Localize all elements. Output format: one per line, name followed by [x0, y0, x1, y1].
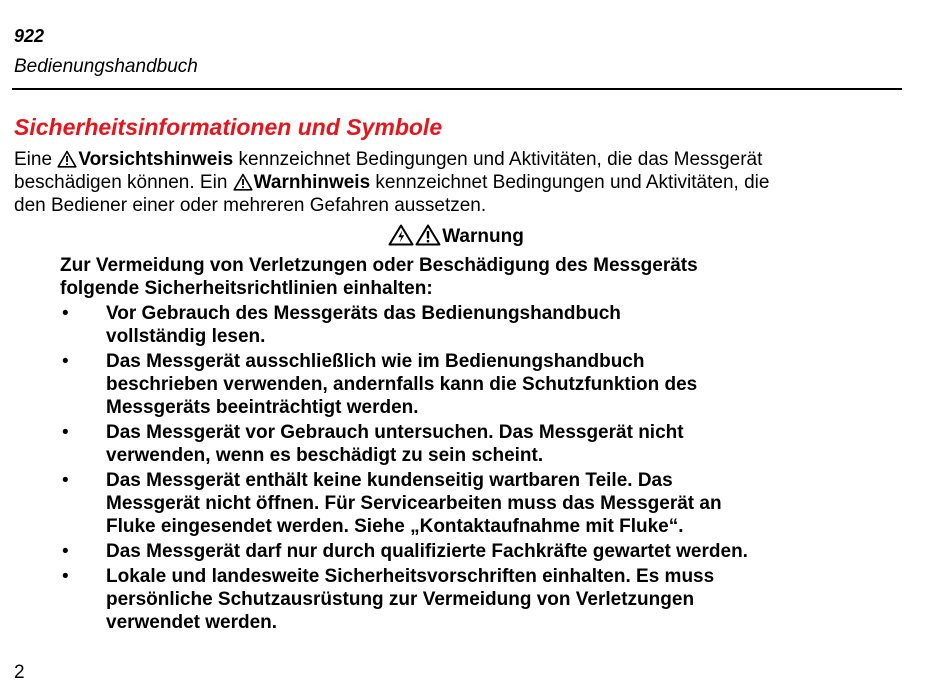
warning-term: Warnhinweis — [253, 172, 371, 193]
intro-line-2 — [14, 171, 894, 194]
intro-line-3: den Bediener einer oder mehreren Gefahren aussetzen. — [14, 195, 487, 216]
bullet-dot: • — [62, 566, 69, 587]
intro-line-1 — [14, 148, 894, 171]
bullet-line: Messgeräts beeinträchtigt werden. — [106, 397, 419, 418]
bullet-item — [60, 565, 748, 634]
warning-lead-line: Zur Vermeidung von Verletzungen oder Beschädigung des Messgeräts — [60, 255, 698, 276]
bullet-line: verwenden, wenn es beschädigt zu sein scheint. — [106, 445, 544, 466]
header-model: 922 — [14, 26, 45, 46]
bullet-dot: • — [62, 303, 69, 324]
bullet-line: Das Messgerät vor Gebrauch untersuchen. Das Messgerät nicht — [106, 422, 684, 443]
bullet-line: Fluke eingesendet werden. Siehe „Kontaktaufnahme mit Fluke“. — [106, 516, 684, 537]
shock-hazard-icon — [388, 224, 414, 246]
bullet-line: Messgerät nicht öffnen. Für Servicearbeiten muss das Messgerät an — [106, 493, 722, 514]
bullet-line: vollständig lesen. — [106, 326, 266, 347]
warning-heading-text: Warnung — [442, 226, 524, 247]
intro-text: kennzeichnet Bedingungen und Aktivitäten, die das Messgerät — [233, 149, 763, 170]
caution-triangle-icon — [57, 150, 77, 168]
bullet-dot: • — [62, 470, 69, 491]
bullet-dot: • — [62, 351, 69, 372]
warning-bullet-list — [60, 302, 748, 636]
bullet-line: verwendet werden. — [106, 612, 278, 633]
bullet-item — [60, 421, 748, 467]
bullet-line: Das Messgerät darf nur durch qualifizierte Fachkräfte gewartet werden. — [106, 541, 748, 562]
intro-text: beschädigen können. Ein — [14, 172, 233, 193]
bullet-dot: • — [62, 541, 69, 562]
header-rule — [12, 88, 902, 90]
bullet-line: Vor Gebrauch des Messgeräts das Bedienungshandbuch — [106, 303, 621, 324]
bullet-item — [60, 302, 748, 348]
bullet-item — [60, 350, 748, 419]
header-subtitle: Bedienungshandbuch — [14, 56, 198, 77]
bullet-line: beschrieben verwenden, andernfalls kann die Schutzfunktion des — [106, 374, 698, 395]
warning-lead-line: folgende Sicherheitsrichtlinien einhalten: — [60, 278, 433, 299]
bullet-line: Lokale und landesweite Sicherheitsvorschriften einhalten. Es muss — [106, 566, 715, 587]
bullet-line: persönliche Schutzausrüstung zur Vermeidung von Verletzungen — [106, 589, 695, 610]
intro-text: kennzeichnet Bedingungen und Aktivitäten, die — [370, 172, 770, 193]
bullet-item — [60, 540, 748, 563]
bullet-item — [60, 469, 748, 538]
bullet-line: Das Messgerät enthält keine kundenseitig wartbaren Teile. Das — [106, 470, 673, 491]
intro-text: Eine — [14, 149, 58, 170]
caution-triangle-icon — [233, 173, 253, 191]
bullet-dot: • — [62, 422, 69, 443]
warning-lead — [60, 254, 698, 300]
warning-heading — [0, 224, 912, 248]
section-title: Sicherheitsinformationen und Symbole — [14, 114, 443, 140]
intro-paragraph — [14, 148, 894, 217]
caution-triangle-icon — [415, 224, 441, 246]
caution-term: Vorsichtshinweis — [78, 149, 234, 170]
bullet-line: Das Messgerät ausschließlich wie im Bedienungshandbuch — [106, 351, 645, 372]
page-number: 2 — [14, 662, 25, 683]
